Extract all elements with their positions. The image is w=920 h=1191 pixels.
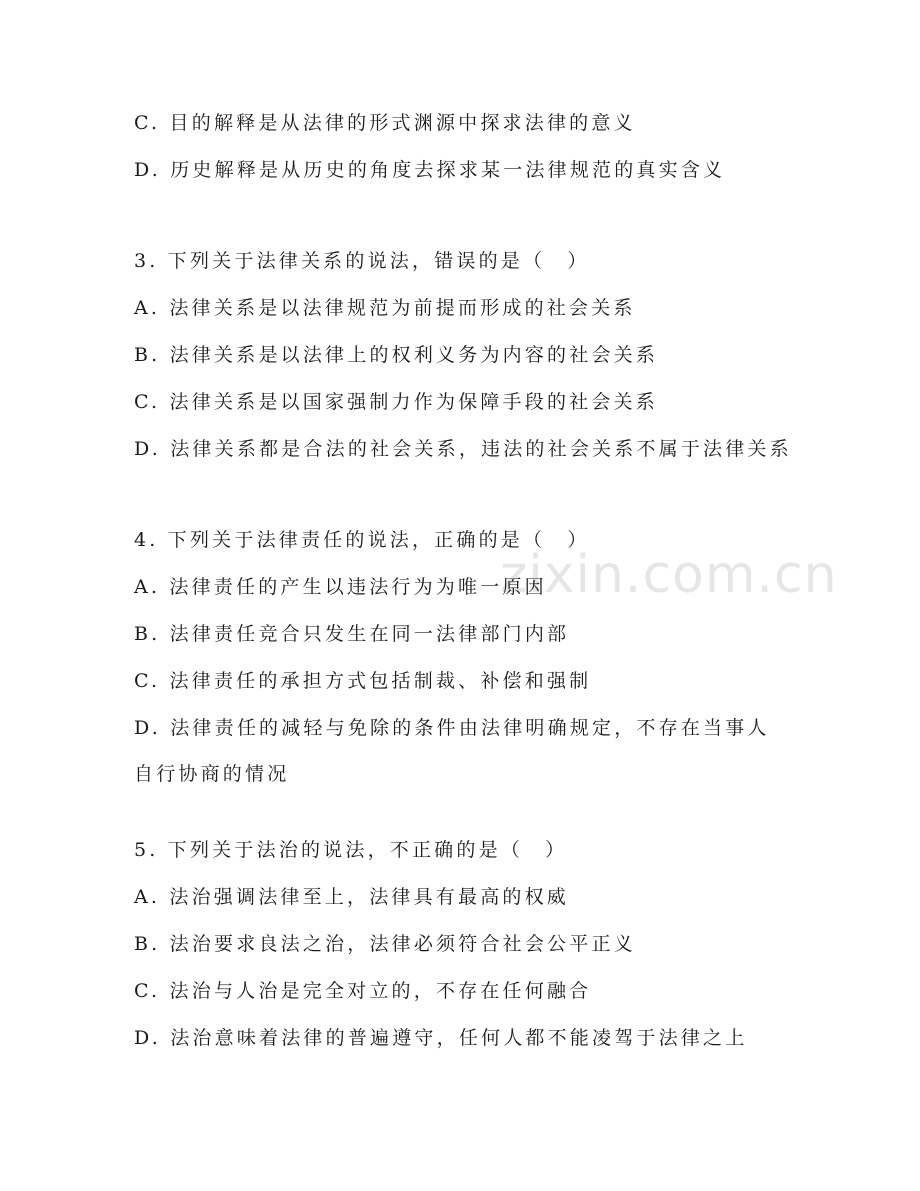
option-d-q5: D. 法治意味着法律的普遍遵守，任何人都不能凌驾于法律之上 <box>134 1027 748 1049</box>
option-d-q4: D. 法律责任的减轻与免除的条件由法律明确规定，不存在当事人自行协商的情况 <box>134 717 770 785</box>
question-4: 4. 下列关于法律责任的说法，正确的是（ ） <box>134 529 590 551</box>
option-b-q4: B. 法律责任竞合只发生在同一法律部门内部 <box>134 623 570 645</box>
option-a-q5: A. 法治强调法律至上，法律具有最高的权威 <box>134 886 570 908</box>
option-a-q3: A. 法律关系是以法律规范为前提而形成的社会关系 <box>134 297 636 319</box>
question-3: 3. 下列关于法律关系的说法，错误的是（ ） <box>134 250 590 272</box>
option-c-q5: C. 法治与人治是完全对立的，不存在任何融合 <box>134 980 592 1002</box>
option-d-q3: D. 法律关系都是合法的社会关系，违法的社会关系不属于法律关系 <box>134 438 792 460</box>
option-d-q2: D. 历史解释是从历史的角度去探求某一法律规范的真实含义 <box>134 159 726 181</box>
option-c-q3: C. 法律关系是以国家强制力作为保障手段的社会关系 <box>134 391 658 413</box>
option-b-q3: B. 法律关系是以法律上的权利义务为内容的社会关系 <box>134 344 659 366</box>
option-c-q2: C. 目的解释是从法律的形式渊源中探求法律的意义 <box>134 112 636 134</box>
question-5: 5. 下列关于法治的说法，不正确的是（ ） <box>134 839 568 861</box>
option-a-q4: A. 法律责任的产生以违法行为为唯一原因 <box>134 576 547 598</box>
watermark: zixin.com.cn <box>500 545 838 605</box>
option-b-q5: B. 法治要求良法之治，法律必须符合社会公平正义 <box>134 933 636 955</box>
option-c-q4: C. 法律责任的承担方式包括制裁、补偿和强制 <box>134 670 592 692</box>
